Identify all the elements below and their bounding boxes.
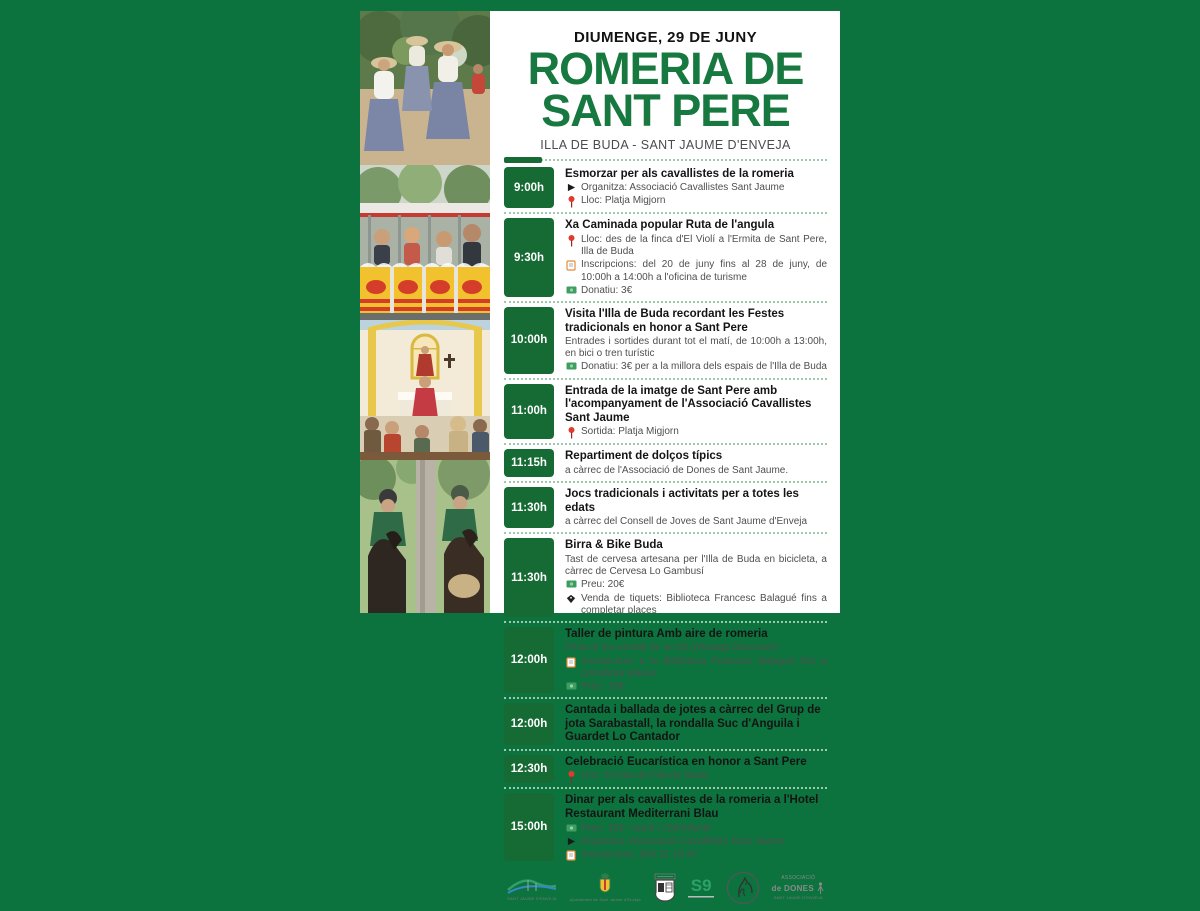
detail-line: Inscripcions a la Biblioteca Francesc Balagué fins a completar places <box>565 656 827 680</box>
time-badge: 11:30h <box>504 487 554 528</box>
organizer-arrow-icon <box>565 836 577 846</box>
detail-line: Tast de cervesa artesana per l'Illa de Buda en bicicleta, a càrrec de Cervesa Lo Gambusí <box>565 553 827 578</box>
time-badge: 12:00h <box>504 627 554 693</box>
schedule-entry <box>504 699 827 751</box>
sj-monogram-logo <box>688 877 714 899</box>
schedule-entry <box>504 380 827 446</box>
schedule-entry <box>504 303 827 380</box>
event-poster <box>360 11 840 903</box>
horse-head-icon <box>726 871 760 905</box>
detail-line: a càrrec del Consell de Joves de Sant Jaume d'Enveja <box>565 516 808 528</box>
schedule-entry <box>504 483 827 534</box>
detail-line: Donatiu: 3€ <box>565 285 827 297</box>
schedule-entry <box>504 214 827 303</box>
title-line-2: SANT PERE <box>541 84 790 136</box>
title-line-1: ROMERIA DE <box>527 43 804 94</box>
schedule-entry <box>504 534 827 623</box>
money-icon <box>565 579 577 588</box>
location-pin-icon <box>565 426 577 439</box>
registration-note-icon <box>565 656 577 668</box>
time-badge: 9:30h <box>504 218 554 297</box>
bridge-icon <box>506 874 558 896</box>
entry-title: Xa Caminada popular Ruta de l'angula <box>565 219 775 232</box>
sj-monogram-text: S9 <box>690 876 712 896</box>
crest-bw-icon <box>653 873 677 903</box>
dones-association-logo: ASSOCIACIÓ de DONES SANT JAUME D'ENVEJA <box>772 875 825 900</box>
entry-title: Cantada i ballada de jotes a càrrec del Grup de jota Sarabastall, la rondalla Suc d'Anguila i Guardet Lo Cantador <box>565 704 821 744</box>
photo-folk-dancers <box>360 11 490 165</box>
location-pin-icon <box>565 770 577 783</box>
event-date: DIUMENGE, 29 DE JUNY <box>573 29 758 46</box>
entry-title: Repartiment de dolços típics <box>565 450 723 463</box>
detail-line: Lloc: des de la finca d'El Violí a l'Ermita de Sant Pere, Illa de Buda <box>565 234 827 258</box>
sj-monogram-underline <box>688 895 714 899</box>
detail-line: Preu: 32€ / adult i 15€/infantil <box>565 823 827 835</box>
detail-line: Organitza: Associació Cavallistes Sant Jaume <box>565 836 827 848</box>
detail-line: a càrrec de l'Associació de Dones de Sant Jaume. <box>565 464 789 476</box>
location-pin-icon <box>565 234 577 247</box>
entry-title: Visita l'Illa de Buda recordant les Festes tradicionals en honor a Sant Pere <box>565 307 785 334</box>
time-badge: 11:30h <box>504 538 554 617</box>
organizer-arrow-icon <box>565 182 577 192</box>
time-badge: 12:30h <box>504 755 554 784</box>
detail-line: Donatiu: 3€ per a la millora dels espais de l'Illa de Buda <box>565 361 827 373</box>
schedule-entry <box>504 623 827 699</box>
detail-line: Preu: 20€ <box>565 579 827 591</box>
photo-tourist-train <box>360 165 490 320</box>
location-pin-icon <box>565 195 577 208</box>
schedule-entry <box>504 163 827 215</box>
detail-line: Organitza: Associació Cavallistes Sant Jaume <box>565 182 827 194</box>
crest-bw-logo <box>653 873 677 903</box>
detail-line: Inscripcions: 609 21 18 87 <box>565 849 827 861</box>
page-title <box>504 43 827 136</box>
time-badge: 12:00h <box>504 703 554 745</box>
detail-line: Lloc: Ermita de l'Illa de Buda <box>565 770 827 783</box>
entry-title: Entrada de la imatge de Sant Pere amb l'acompanyament de l'Associació Cavallistes Sant Jaume <box>565 384 812 424</box>
ticket-icon <box>565 593 577 604</box>
entry-title: Jocs tradicionals i activitats per a totes les edats <box>565 488 799 514</box>
detail-line: Inscripcions: del 20 de juny fins al 28 de juny, de 10:00h a 14:00h a l'oficina de turisme <box>565 259 827 283</box>
entry-title: Birra & Bike Buda <box>565 539 663 552</box>
schedule-entry <box>504 751 827 790</box>
money-icon <box>565 361 577 370</box>
photo-hermitage-mass <box>360 320 490 460</box>
entry-title: Celebració Eucarística en honor a Sant Pere <box>565 755 807 768</box>
registration-note-icon <box>565 259 577 271</box>
header-separator <box>504 159 827 161</box>
photo-column <box>360 11 490 613</box>
ajuntament-logo: Ajuntament de Sant Jaume d'Enveja <box>570 873 641 902</box>
photo-horse-riders <box>360 460 490 613</box>
time-badge: 9:00h <box>504 167 554 209</box>
schedule-list <box>504 163 827 865</box>
money-icon <box>565 823 577 832</box>
bridge-logo: SANT JAUME D'ENVEJA <box>506 874 558 901</box>
entry-title: Taller de pintura Amb aire de romeria <box>565 627 768 640</box>
event-location-subtitle: ILLA DE BUDA - SANT JAUME D'ENVEJA <box>540 137 791 152</box>
schedule-entry <box>504 789 827 865</box>
detail-line: Sortida: Platja Migjorn <box>565 426 827 439</box>
schedule-entry <box>504 445 827 483</box>
detail-line: Pinta el teu ventall de la mà d'Amaga Decoració <box>565 642 778 654</box>
time-badge: 15:00h <box>504 793 554 861</box>
poster-content <box>490 11 840 903</box>
sponsor-logos-row <box>504 865 827 911</box>
detail-line: Entrades i sortides durant tot el matí, de 10:00h a 13:00h, en bici o tren turístic <box>565 336 827 360</box>
detail-line: Preu: 10€ <box>565 681 827 693</box>
horse-club-logo <box>726 871 760 905</box>
money-icon <box>565 285 577 294</box>
detail-line: Lloc: Platja Migjorn <box>565 195 827 208</box>
entry-title: Dinar per als cavallistes de la romeria a l'Hotel Restaurant Mediterrani Blau <box>565 794 819 820</box>
time-badge: 11:15h <box>504 449 554 477</box>
entry-title: Esmorzar per als cavallistes de la romeria <box>565 167 794 180</box>
ajuntament-crest-icon <box>595 873 615 897</box>
dones-figure-icon <box>816 882 825 895</box>
time-badge: 11:00h <box>504 384 554 440</box>
detail-line: Venda de tiquets: Biblioteca Francesc Balagué fins a completar places <box>565 593 827 617</box>
registration-note-icon <box>565 849 577 861</box>
time-badge: 10:00h <box>504 307 554 374</box>
money-icon <box>565 681 577 690</box>
